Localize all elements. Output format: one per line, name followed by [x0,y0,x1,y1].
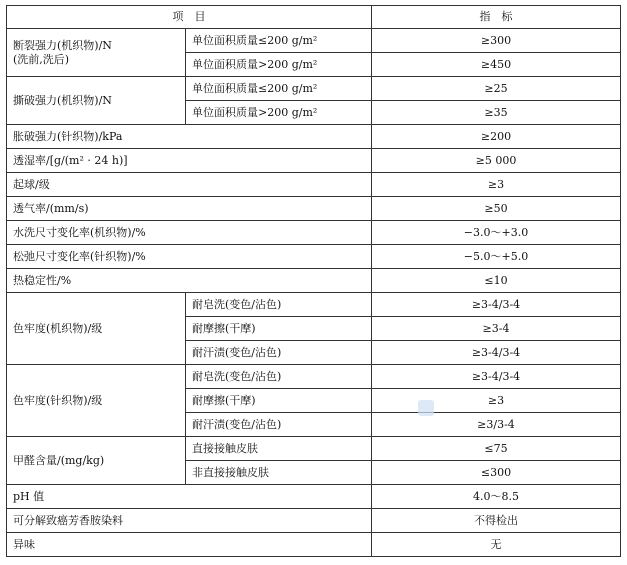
condition-cell: 单位面积质量>200 g/m² [186,53,372,77]
air-permeability-label: 透气率/(mm/s) [7,197,372,221]
value-cell: 不得检出 [372,509,621,533]
value-cell: 4.0～8.5 [372,485,621,509]
table-row [7,437,621,461]
condition-cell: 单位面积质量>200 g/m² [186,101,372,125]
condition-cell: 直接接触皮肤 [186,437,372,461]
value-cell: ≥200 [372,125,621,149]
wash-dim-change-label: 水洗尺寸变化率(机织物)/% [7,221,372,245]
table-row [7,269,621,293]
table-row [7,77,621,101]
value-cell: −3.0～+3.0 [372,221,621,245]
table-row [7,509,621,533]
tear-strength-label: 撕破强力(机织物)/N [7,77,186,125]
table-row [7,197,621,221]
azo-dyes-label: 可分解致癌芳香胺染料 [7,509,372,533]
value-cell: ≥3-4/3-4 [372,293,621,317]
table-row [7,365,621,389]
colorfast-woven-label: 色牢度(机织物)/级 [7,293,186,365]
condition-cell: 耐摩擦(干摩) [186,317,372,341]
table-row [7,533,621,557]
watermark-logo [418,400,434,416]
ph-label: pH 值 [7,485,372,509]
value-cell: ≥50 [372,197,621,221]
thermal-stability-label: 热稳定性/% [7,269,372,293]
table-row [7,173,621,197]
header-item: 项 目 [7,6,372,29]
value-cell: ≥3-4/3-4 [372,365,621,389]
condition-cell: 耐汗渍(变色/沾色) [186,341,372,365]
header-row [7,6,621,29]
value-cell: ≥3/3-4 [372,413,621,437]
header-index: 指 标 [372,6,621,29]
break-strength-label [7,29,186,77]
value-cell: ≥300 [372,29,621,53]
table-row [7,485,621,509]
value-cell: ≤300 [372,461,621,485]
value-cell: ≥3-4 [372,317,621,341]
value-cell: ≥3 [372,389,621,413]
value-cell: −5.0～+5.0 [372,245,621,269]
moisture-permeability-label: 透湿率/[g/(m² · 24 h)] [7,149,372,173]
value-cell: ≤75 [372,437,621,461]
condition-cell: 单位面积质量≤200 g/m² [186,77,372,101]
spec-table [6,5,621,557]
table-row [7,245,621,269]
condition-cell: 耐皂洗(变色/沾色) [186,293,372,317]
value-cell: ≥5 000 [372,149,621,173]
formaldehyde-label: 甲醛含量/(mg/kg) [7,437,186,485]
value-cell: ≥450 [372,53,621,77]
value-cell: ≥25 [372,77,621,101]
break-strength-label-line2: (洗前,洗后) [13,52,70,66]
value-cell: ≥3 [372,173,621,197]
condition-cell: 单位面积质量≤200 g/m² [186,29,372,53]
condition-cell: 耐摩擦(干摩) [186,389,372,413]
break-strength-label-line1: 断裂强力(机织物)/N [13,38,112,52]
table-row [7,149,621,173]
condition-cell: 耐汗渍(变色/沾色) [186,413,372,437]
condition-cell: 耐皂洗(变色/沾色) [186,365,372,389]
condition-cell: 非直接接触皮肤 [186,461,372,485]
table-row [7,29,621,53]
value-cell: ≤10 [372,269,621,293]
table-row [7,221,621,245]
pilling-label: 起球/级 [7,173,372,197]
value-cell: 无 [372,533,621,557]
value-cell: ≥3-4/3-4 [372,341,621,365]
value-cell: ≥35 [372,101,621,125]
burst-strength-label: 胀破强力(针织物)/kPa [7,125,372,149]
odor-label: 异味 [7,533,372,557]
table-row [7,125,621,149]
table-row [7,293,621,317]
relax-dim-change-label: 松弛尺寸变化率(针织物)/% [7,245,372,269]
colorfast-knit-label: 色牢度(针织物)/级 [7,365,186,437]
